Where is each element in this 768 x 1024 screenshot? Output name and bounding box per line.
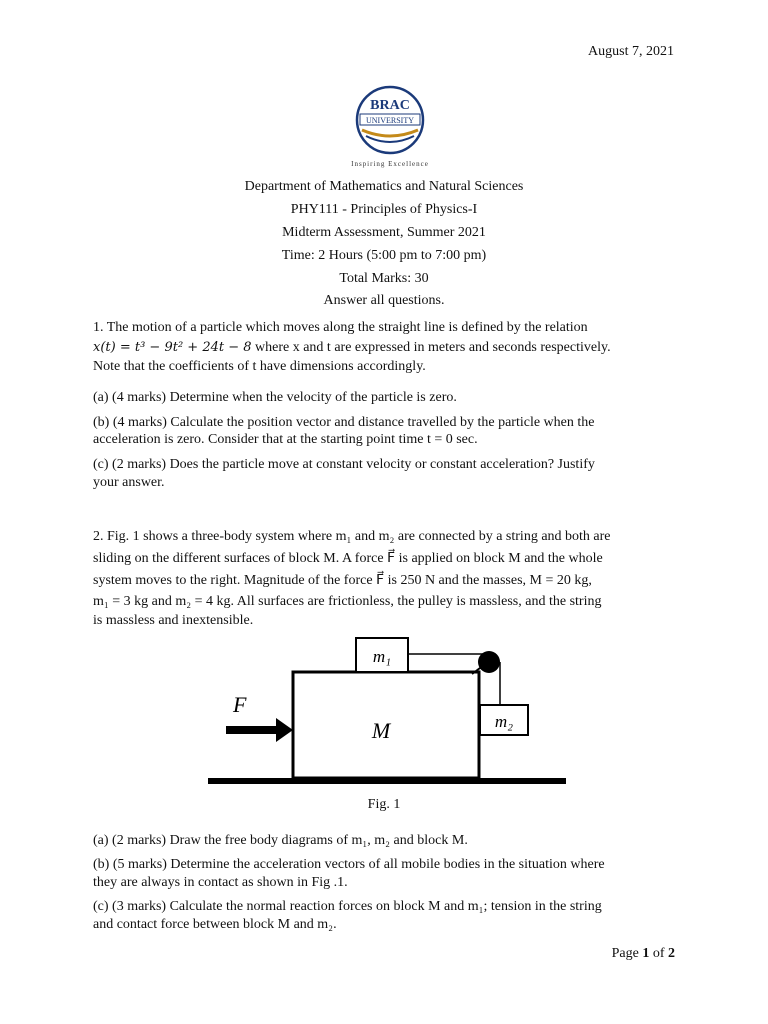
instructions-line: Answer all questions. bbox=[323, 293, 445, 308]
page-current: 1 bbox=[642, 946, 650, 961]
page-of: of bbox=[649, 946, 668, 961]
q2-line2: sliding on the different surfaces of block M. A force F⃗ is applied on block M and the whole bbox=[93, 551, 603, 566]
page-total: 2 bbox=[668, 946, 675, 961]
logo-tagline: Inspiring Excellence bbox=[351, 160, 429, 168]
date: August 7, 2021 bbox=[588, 44, 674, 59]
q2-line3: system moves to the right. Magnitude of the force F⃗ is 250 N and the masses, M = 20 kg, bbox=[93, 573, 592, 588]
q2-line4: m₁ = 3 kg and m₂ = 4 kg. All surfaces are frictionless, the pulley is massless, and the string bbox=[93, 594, 602, 609]
q1-line3: Note that the coefficients of t have dimensions accordingly. bbox=[93, 359, 426, 374]
q1-line2 bbox=[93, 338, 673, 358]
q1-equation: x(t) = t³ − 9t² + 24t − 8 bbox=[93, 340, 252, 355]
q1-part-b-line1: (b) (4 marks) Calculate the position vector and distance travelled by the particle when the bbox=[93, 415, 595, 430]
department-line: Department of Mathematics and Natural Sciences bbox=[244, 179, 524, 194]
q2-part-c-line1: (c) (3 marks) Calculate the normal reaction forces on block M and m₁; tension in the string bbox=[93, 899, 602, 914]
page-number bbox=[612, 946, 675, 962]
q1-line2-rest: where x and t are expressed in meters and seconds respectively. bbox=[251, 340, 611, 355]
q2-part-b-line1: (b) (5 marks) Determine the acceleration vectors of all mobile bodies in the situation where bbox=[93, 857, 605, 872]
logo-text-university: UNIVERSITY bbox=[366, 116, 414, 125]
figure-caption: Fig. 1 bbox=[367, 797, 401, 812]
q2-line1: 2. Fig. 1 shows a three-body system where m₁ and m₂ are connected by a string and both are bbox=[93, 529, 611, 544]
logo-text-brac: BRAC bbox=[370, 98, 410, 113]
q1-line1: 1. The motion of a particle which moves along the straight line is defined by the relation bbox=[93, 320, 588, 335]
label-M: M bbox=[371, 718, 391, 743]
force-arrow-shaft bbox=[226, 726, 278, 734]
time-line: Time: 2 Hours (5:00 pm to 7:00 pm) bbox=[281, 248, 487, 263]
label-m2: m₂ bbox=[494, 712, 514, 731]
q1-part-c-line2: your answer. bbox=[93, 475, 165, 490]
marks-line: Total Marks: 30 bbox=[339, 271, 429, 286]
q2-line5: is massless and inextensible. bbox=[93, 613, 254, 628]
page-prefix: Page bbox=[611, 946, 643, 961]
assessment-line: Midterm Assessment, Summer 2021 bbox=[282, 225, 486, 240]
force-arrow-head bbox=[276, 718, 293, 742]
pulley-icon bbox=[478, 651, 500, 673]
q2-part-b-line2: they are always in contact as shown in Fig .1. bbox=[93, 875, 348, 890]
q1-part-c-line1: (c) (2 marks) Does the particle move at constant velocity or constant acceleration? Justify bbox=[93, 457, 595, 472]
q2-part-c-line2: and contact force between block M and m₂. bbox=[93, 917, 337, 932]
course-line: PHY111 - Principles of Physics-I bbox=[290, 202, 478, 217]
figure-1-diagram bbox=[200, 632, 580, 792]
q1-part-a: (a) (4 marks) Determine when the velocity of the particle is zero. bbox=[93, 390, 457, 405]
university-logo bbox=[340, 84, 440, 170]
label-m1: m₁ bbox=[372, 647, 392, 666]
q2-part-a: (a) (2 marks) Draw the free body diagrams of m₁, m₂ and block M. bbox=[93, 833, 468, 848]
q1-part-b-line2: acceleration is zero. Consider that at the starting point time t = 0 sec. bbox=[93, 432, 478, 447]
label-F: F⃗ bbox=[233, 692, 264, 717]
